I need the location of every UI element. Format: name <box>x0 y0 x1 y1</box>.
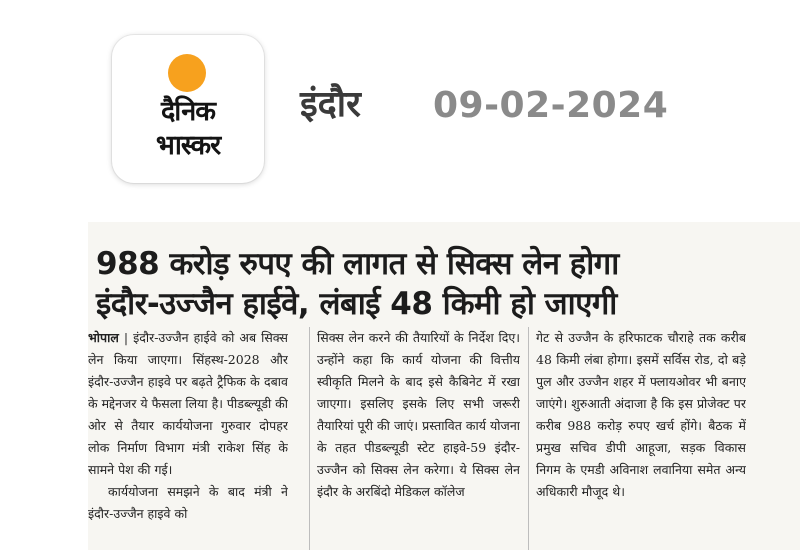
logo-text-line1: दैनिक <box>160 96 216 127</box>
sun-icon <box>168 54 206 92</box>
logo-text-line2: भास्कर <box>155 130 221 161</box>
article-column-1 <box>88 327 288 550</box>
article-paragraph: भोपाल | इंदौर-उज्जैन हाईवे को अब सिक्स लेन किया जाएगा। सिंहस्थ-2028 और इंदौर-उज्जैन हाइवे पर बढ़ते ट्रैफिक के दबाव के मद्देनजर ये फैसला लिया है। पीडब्ल्यूडी की ओर से तैयार कार्ययोजना गुरुवार दोपहर लोक निर्माण विभाग मंत्री राकेश सिंह के सामने पेश की गई। <box>88 330 288 477</box>
headline-line1: 988 करोड़ रुपए की लागत से सिक्स लेन होगा <box>96 246 619 282</box>
col2-text: सिक्स लेन करने की तैयारियों के निर्देश दिए। उन्होंने कहा कि कार्य योजना की वित्तीय स्वीकृति मिलने के बाद इसे कैबिनेट में रखा जाएगा। इसलिए इसके लिए सभी जरूरी तैयारियां पूरी की जाएं। प्रस्तावित कार्य योजना के तहत पीडब्ल्यूडी स्टेट हाइवे-59 इंदौर-उज्जैन को सिक्स लेन करेगा। ये सिक्स लेन इंदौर के अरबिंदो मेडिकल कॉलेज <box>317 330 520 499</box>
edition-city: इंदौर <box>300 84 361 125</box>
page-header <box>0 0 800 200</box>
news-clipping <box>88 222 800 550</box>
col1-para2: कार्ययोजना समझने के बाद मंत्री ने इंदौर-उज्जैन हाइवे को <box>88 484 288 521</box>
dateline: भोपाल <box>88 330 119 345</box>
headline-line2: इंदौर-उज्जैन हाईवे, लंबाई 48 किमी हो जाएगी <box>96 286 617 322</box>
dainik-bhaskar-logo <box>112 35 264 183</box>
article-column-2 <box>309 327 520 550</box>
article-paragraph <box>88 481 288 525</box>
edition-date: 09-02-2024 <box>433 85 669 126</box>
article-column-3 <box>528 327 746 550</box>
col1-para1: इंदौर-उज्जैन हाईवे को अब सिक्स लेन किया जाएगा। सिंहस्थ-2028 और इंदौर-उज्जैन हाइवे पर बढ़ते ट्रैफिक के दबाव के मद्देनजर ये फैसला लिया है। पीडब्ल्यूडी की ओर से तैयार कार्ययोजना गुरुवार दोपहर लोक निर्माण विभाग मंत्री राकेश सिंह के सामने पेश की गई। <box>88 330 288 477</box>
col3-text: गेट से उज्जैन के हरिफाटक चौराहे तक करीब 48 किमी लंबा होगा। इसमें सर्विस रोड, दो बड़े पुल और उज्जैन शहर में फ्लायओवर भी बनाए जाएंगे। शुरुआती अंदाजा है कि इस प्रोजेक्ट पर करीब 988 करोड़ रुपए खर्च होंगे। बैठक में प्रमुख सचिव डीपी आहूजा, सड़क विकास निगम के एमडी अविनाश लवानिया समेत अन्य अधिकारी मौजूद थे। <box>536 330 746 499</box>
